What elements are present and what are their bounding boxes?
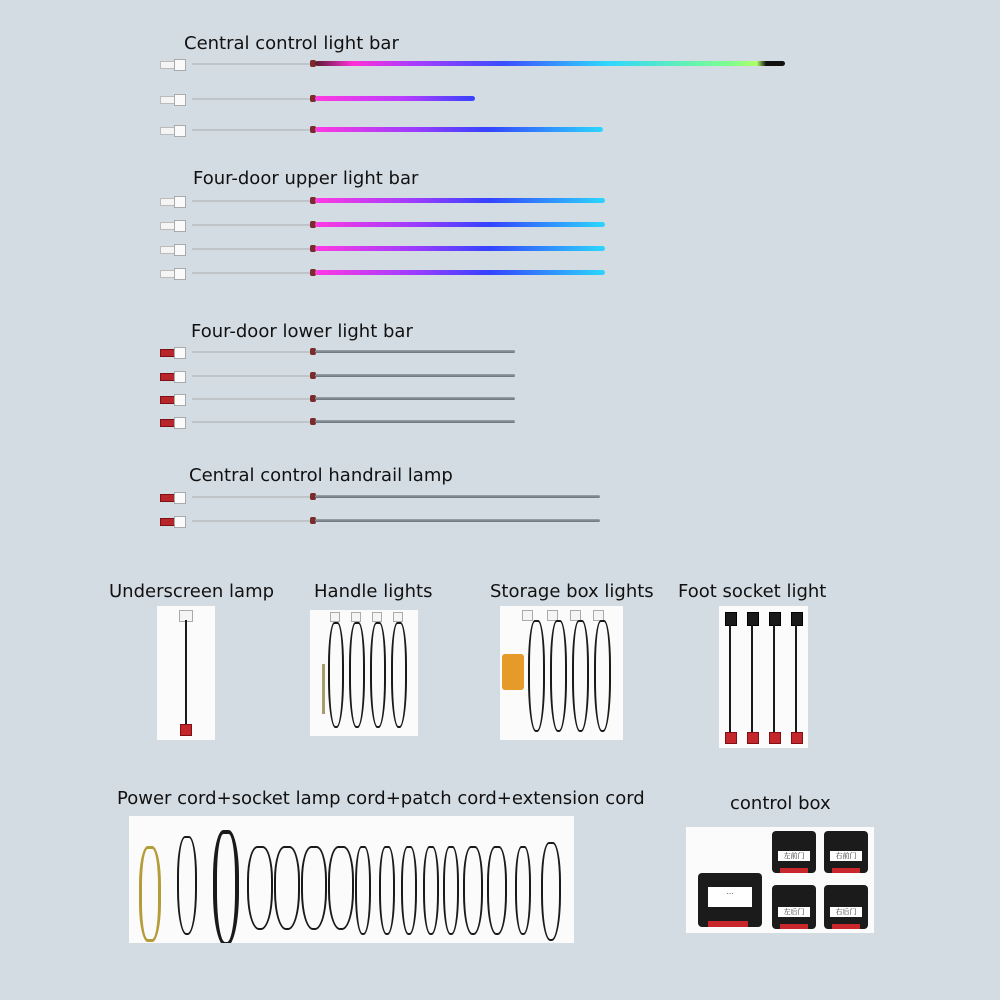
light-bar [160,196,605,208]
light-bar [160,94,480,106]
connector-plug [780,924,808,929]
wire [192,421,310,423]
cable [487,846,507,935]
connector-housing [174,244,186,256]
right-rear-tag: 右后门 [830,907,862,917]
cable [274,846,300,930]
cable [401,846,417,935]
light-bar [160,492,605,504]
power-cords-photo [129,816,574,943]
wire [192,272,310,274]
central-control-light-bar-label: Central control light bar [184,33,399,54]
handle-lights-label: Handle lights [314,581,433,602]
wire [795,624,797,732]
cable [423,846,439,935]
connector-housing [174,347,186,359]
cable [328,622,344,728]
storage-box-lights-photo [500,606,623,740]
cable [301,846,327,930]
wire [192,98,310,100]
socket-light-head [725,612,737,626]
left-rear-door-box [772,885,816,929]
wire [192,351,310,353]
socket-light-head [791,612,803,626]
light-bar [160,220,605,232]
harness [139,846,161,942]
connector-plug [522,610,533,621]
socket-light-head [769,612,781,626]
led-strip [315,519,600,522]
light-bar [160,394,520,406]
light-tube [322,664,325,714]
cable [370,622,386,728]
connector-housing [174,220,186,232]
led-strip [315,198,605,203]
connector-housing [174,417,186,429]
cable [443,846,459,935]
connector-housing [174,59,186,71]
wire [192,520,310,522]
led-strip [315,495,600,498]
cable [550,620,567,732]
cable [355,846,371,935]
connector-plug [725,732,737,744]
wire [729,624,731,732]
control-module [502,654,524,690]
connector-plug [832,868,860,873]
connector-housing [174,196,186,208]
wire [751,624,753,732]
connector-housing [174,492,186,504]
connector-plug [372,612,382,622]
wire [773,624,775,732]
central-control-handrail-lamp-label: Central control handrail lamp [189,465,453,486]
wire [192,398,310,400]
connector-housing [174,125,186,137]
left-front-door-box [772,831,816,873]
power-cords-label: Power cord+socket lamp cord+patch cord+extension cord [117,788,645,809]
led-strip [315,420,515,423]
socket-light-head [747,612,759,626]
right-rear-door-box [824,885,868,929]
right-front-door-box [824,831,868,873]
left-rear-tag: 左后门 [778,907,810,917]
cable [328,846,354,930]
wire [192,496,310,498]
connector-housing [174,516,186,528]
wire [192,129,310,131]
connector-plug [832,924,860,929]
connector-plug [330,612,340,622]
cable [463,846,483,935]
cable [379,846,395,935]
cable [515,846,531,935]
cable [594,620,611,732]
light-bar [160,244,605,256]
light-bar [160,371,520,383]
main-control-box [698,873,762,927]
led-strip [315,374,515,377]
foot-socket-light-photo [719,606,808,748]
light-bar [160,268,605,280]
led-strip [315,350,515,353]
main-box-tag: ... [708,887,752,907]
cable [572,620,589,732]
connector-plug [351,612,361,622]
light-bar [160,125,605,137]
led-strip [315,127,603,132]
wire [185,620,187,724]
handle-lights-photo [310,610,418,736]
cable [177,836,197,935]
storage-box-lights-label: Storage box lights [490,581,654,602]
connector-plug [180,724,192,736]
cable [541,842,561,941]
light-bar [160,516,605,528]
wire [192,200,310,202]
cable [391,622,407,728]
underscreen-lamp-photo [157,606,215,740]
led-strip [315,246,605,251]
wire [192,63,310,65]
light-bar [160,347,520,359]
led-strip [315,61,785,66]
connector-housing [174,268,186,280]
cable [213,830,239,943]
connector-plug [769,732,781,744]
connector-plug [708,921,748,927]
led-strip [315,96,475,101]
four-door-lower-light-bar-label: Four-door lower light bar [191,321,413,342]
control-box-photo [686,827,874,933]
connector-plug [780,868,808,873]
foot-socket-light-label: Foot socket light [678,581,827,602]
connector-plug [747,732,759,744]
wire [192,248,310,250]
cable [528,620,545,732]
control-box-label: control box [730,793,831,814]
right-front-tag: 右前门 [830,851,862,861]
led-strip [315,397,515,400]
light-bar [160,59,790,71]
cable [247,846,273,930]
wire [192,375,310,377]
underscreen-lamp-label: Underscreen lamp [109,581,275,602]
connector-housing [174,371,186,383]
wire [192,224,310,226]
cable [349,622,365,728]
connector-housing [174,94,186,106]
led-strip [315,222,605,227]
four-door-upper-light-bar-label: Four-door upper light bar [193,168,419,189]
connector-plug [791,732,803,744]
connector-housing [174,394,186,406]
led-strip [315,270,605,275]
light-bar [160,417,520,429]
left-front-tag: 左前门 [778,851,810,861]
connector-plug [393,612,403,622]
